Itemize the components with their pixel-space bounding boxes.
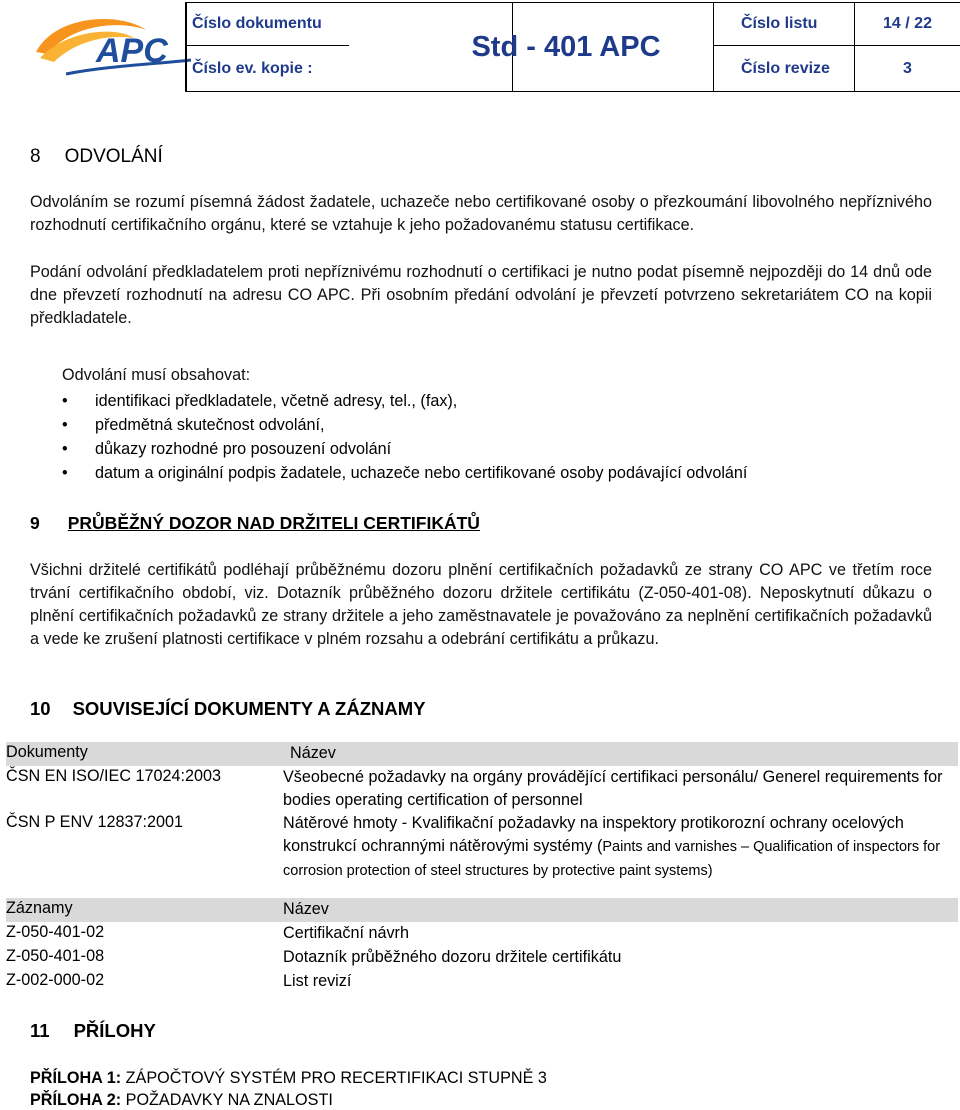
section-9-paragraph: Všichni držitelé certifikátů podléhají průběžnému dozoru plnění certifikačních požadavků ze strany CO APC ve třetím roce trvání certifikačního období, viz. Dotazník průběžného dozoru držitele certifikátu (Z-050-401-08). Neposkytnutí důkazu o plnění certifikačních požadavků ze strany držitele a jeho zaměstnavatele je považováno za neplnění certifikačních požadavků a vede ke zrušení platnosti certifikace v plném rozsahu a odebrání certifikátu a průkazu. (30, 561, 932, 648)
doc-code: ČSN EN ISO/IEC 17024:2003 (6, 767, 222, 785)
record-code: Z-050-401-02 (6, 923, 105, 941)
record-name: List revizí (283, 972, 352, 990)
table-header-row (6, 898, 958, 922)
record-name: Certifikační návrh (283, 924, 409, 942)
section-10-heading: 10 SOUVISEJÍCÍ DOKUMENTY A ZÁZNAMY (30, 698, 426, 719)
section-11-heading: 11 PŘÍLOHY (30, 1020, 156, 1041)
apc-logo (26, 4, 198, 86)
section-8-paragraph-1: Odvoláním se rozumí písemná žádost žadatele, uchazeče nebo certifikované osoby o přezkoumání libovolného nepříznivého rozhodnutí certifikačního orgánu, které se vztahuje k jeho požadovanému statusu certifikace. (30, 193, 932, 234)
column-header: Záznamy (6, 899, 73, 917)
record-code: Z-050-401-08 (6, 947, 105, 965)
attachment-2: PŘÍLOHA 2: POŽADAVKY NA ZNALOSTI (30, 1091, 333, 1109)
copy-number-label: Číslo ev. kopie : (192, 59, 313, 77)
appeal-requirements-list (62, 389, 747, 485)
list-item: • předmětná skutečnost odvolání, (62, 413, 747, 437)
revision-value: 3 (903, 59, 912, 77)
table-row (6, 766, 958, 812)
sheet-label: Číslo listu (741, 15, 818, 32)
record-name: Dotazník průběžného dozoru držitele certifikátu (283, 948, 622, 966)
doc-name: Nátěrové hmoty - Kvalifikační požadavky na inspektory protikorozní ochrany ocelových konstrukcí ochrannými nátěrovými systémy (Paints and varnishes – Qualification of inspectors for corrosion protection of steel structures by protective paint systems) (283, 814, 941, 879)
column-header: Název (290, 744, 336, 762)
document-header (20, 0, 940, 90)
doc-code: ČSN P ENV 12837:2001 (6, 813, 183, 831)
list-item: • datum a originální podpis žadatele, uchazeče nebo certifikované osoby podávající odvolání (62, 461, 747, 485)
table-header-row (6, 742, 958, 766)
section-9-heading: 9 PRŮBĚŽNÝ DOZOR NAD DRŽITELI CERTIFIKÁTŮ (30, 513, 480, 533)
table-row (6, 812, 958, 896)
table-row (6, 922, 958, 946)
svg-text:APC: APC (96, 32, 168, 70)
attachment-1: PŘÍLOHA 1: ZÁPOČTOVÝ SYSTÉM PRO RECERTIFIKACI STUPNĚ 3 (30, 1069, 547, 1087)
column-header: Dokumenty (6, 743, 88, 761)
doc-number: Std - 401 APC (471, 30, 661, 63)
record-code: Z-002-000-02 (6, 971, 105, 989)
header-table (185, 2, 960, 92)
section-8-paragraph-2: Podání odvolání předkladatelem proti nepříznivému rozhodnutí o certifikaci je nutno podat písemně nejpozději do 14 dnů ode dne převzetí rozhodnutí na adresu CO APC. Při osobním předání odvolání je převzetí potvrzeno sekretariátem CO na kopii předkladatele. (30, 263, 932, 327)
related-documents-table (6, 742, 958, 997)
revision-label: Číslo revize (741, 59, 830, 77)
section-8-heading: 8 ODVOLÁNÍ (30, 146, 163, 167)
column-header: Název (283, 900, 329, 918)
table-row (6, 946, 958, 970)
list-item: • důkazy rozhodné pro posouzení odvolání (62, 437, 747, 461)
list-item: • identifikaci předkladatele, včetně adresy, tel., (fax), (62, 389, 747, 413)
doc-name: Všeobecné požadavky na orgány provádějící certifikaci personálu/ Generel requirements for bodies operating certification of personnel (283, 768, 943, 809)
table-row (6, 970, 958, 994)
appeal-list-intro: Odvolání musí obsahovat: (62, 366, 251, 384)
sheet-value: 14 / 22 (883, 15, 932, 32)
doc-number-label: Číslo dokumentu (192, 15, 322, 32)
